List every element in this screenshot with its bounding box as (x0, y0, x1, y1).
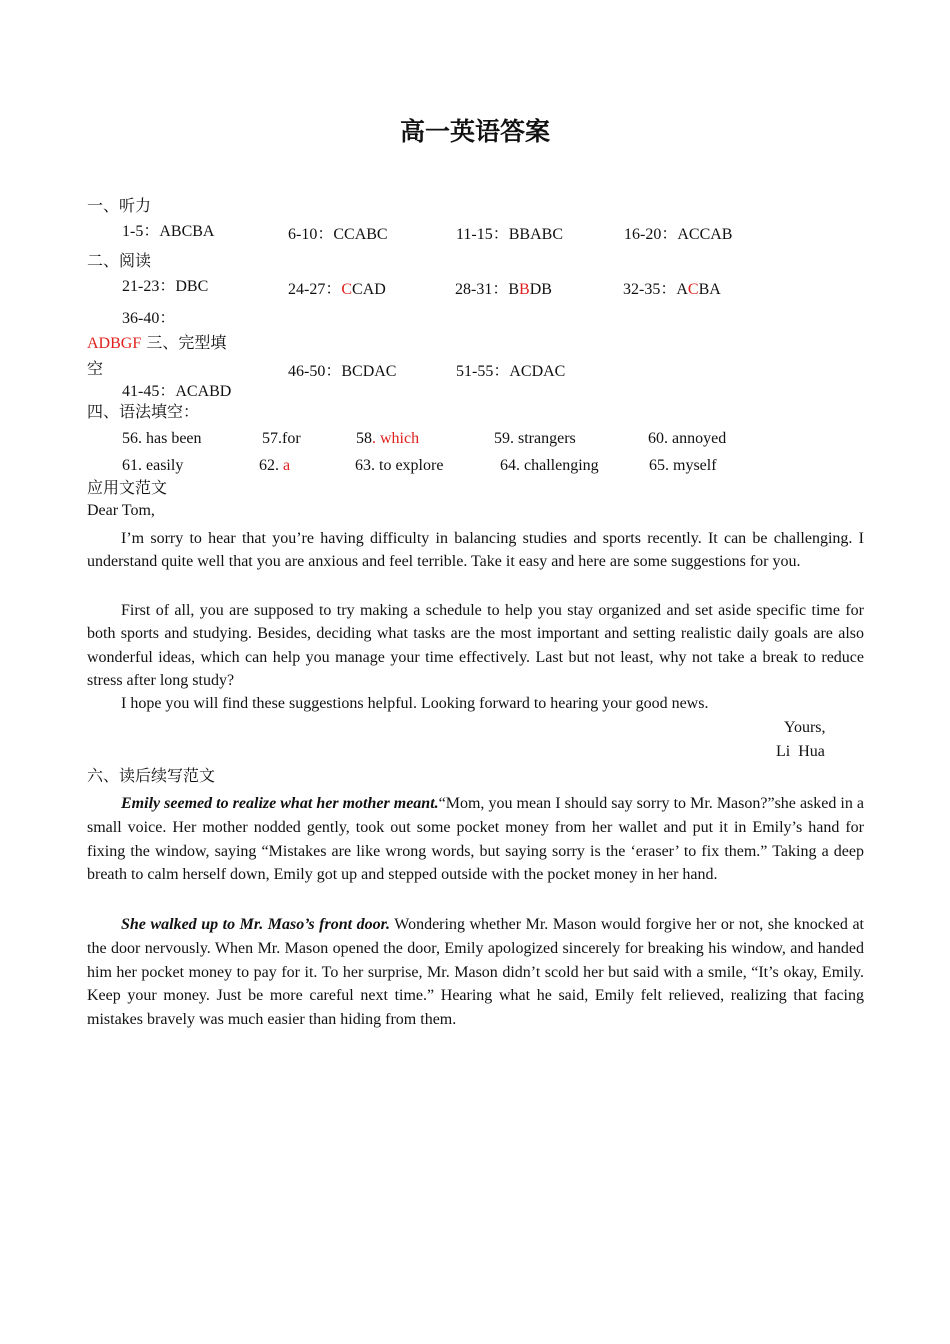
continuation-heading: 六、读后续写范文 (87, 766, 216, 785)
grammar-item: 65. myself (649, 457, 717, 474)
answer-group: 11-15：BBABC (456, 226, 563, 243)
letter-paragraph: First of all, you are supposed to try making a schedule to help you stay organized and set aside specific time for both sports and studying. Besides, deciding what tasks are the most important and setting realistic daily goals are also wonderful ideas, which can help you manage your time effectively. Last but not least, why not take a break to reduce stress after long study? (87, 602, 864, 690)
letter-closing: Yours, (784, 719, 826, 736)
answer-group: 21-23：DBC (122, 278, 209, 295)
answer-group: 32-35：ACBA (623, 281, 721, 298)
answer-group: 41-45：ACABD (122, 383, 232, 400)
story-paragraph: She walked up to Mr. Maso’s front door. Wondering whether Mr. Mason would forgive her or not, she knocked at the door nervously. When Mr. Mason opened the door, Emily apologized sincerely for breaking his window, and handed him her pocket money to pay for it. To her surprise, Mr. Mason didn’t scold her but said with a smile, “It’s okay, Emily. Keep your money. Just be more careful next time.” Hearing what he said, Emily felt relieved, realizing that facing mistakes bravely was much easier than hiding from them. (87, 916, 865, 1029)
cloze-heading: 空 (87, 359, 104, 378)
story-paragraph: Emily seemed to realize what her mother meant.“Mom, you mean I should say sorry to Mr. Mason?”she asked in a small voice. Her mother nodded gently, took out some pocket money from her wallet and put it in Emily’s hand for fixing the window, saying “Mistakes are like wrong words, but saying sorry is the ‘eraser’ to fix them.” Taking a deep breath to calm herself down, Emily got up and stepped outside with the pocket money in her hand. (87, 795, 865, 884)
grammar-item: 62. a (259, 457, 291, 474)
grammar-item: 60. annoyed (648, 430, 727, 447)
grammar-item: 63. to explore (355, 457, 444, 474)
grammar-item: 57.for (262, 430, 301, 447)
answer-group: 51-55：ACDAC (456, 363, 566, 380)
answer-group: 1-5：ABCBA (122, 223, 215, 240)
answer-group: 6-10：CCABC (288, 226, 388, 243)
grammar-heading: 四、语法填空： (87, 402, 200, 421)
salutation: Dear Tom, (87, 502, 155, 519)
answer-group: 28-31：BBDB (455, 281, 552, 298)
grammar-item: 59. strangers (494, 430, 576, 447)
grammar-item: 56. has been (122, 430, 202, 447)
reading-heading: 二、阅读 (87, 251, 152, 270)
answer-group: 16-20：ACCAB (624, 226, 733, 243)
grammar-item: 61. easily (122, 457, 184, 474)
answer-group: 36-40： (122, 310, 176, 327)
letter-paragraph: I’m sorry to hear that you’re having difficulty in balancing studies and sports recently. It can be challenging. I understand quite well that you are anxious and feel terrible. Take it easy and here are some suggestions for you. (87, 530, 864, 571)
page-title: 高一英语答案 (399, 117, 550, 146)
grammar-item: 64. challenging (500, 457, 599, 474)
letter-paragraph: I hope you will find these suggestions helpful. Looking forward to hearing your good news. (121, 695, 709, 712)
writing-heading: 应用文范文 (87, 478, 168, 497)
answer-group: 24-27：CCAD (288, 281, 386, 298)
letter-signature: Li Hua (776, 743, 825, 760)
answer-group: ADBGF 三、完型填 (87, 333, 227, 352)
answer-group: 46-50：BCDAC (288, 363, 397, 380)
grammar-item: 58. which (356, 430, 420, 447)
listening-heading: 一、听力 (87, 196, 152, 215)
